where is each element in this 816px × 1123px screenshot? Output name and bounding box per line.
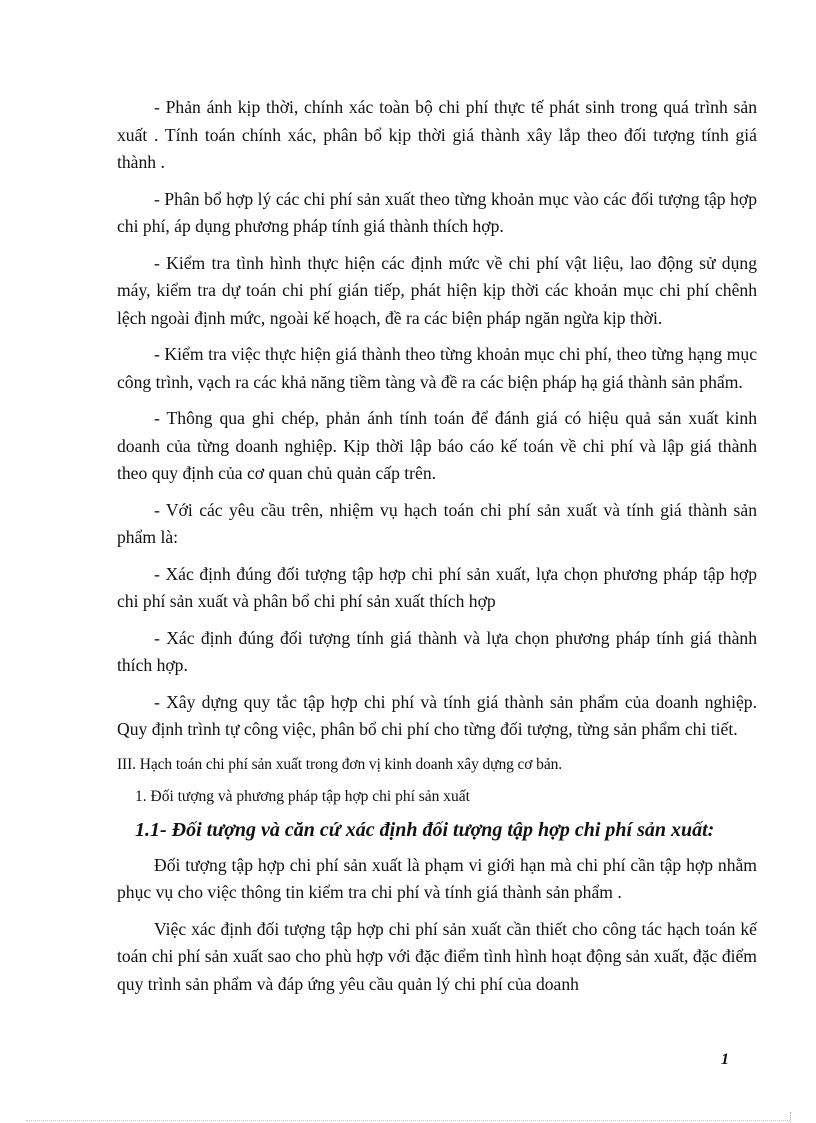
- subsection-heading: 1. Đối tượng và phương pháp tập hợp chi phí sản xuất: [135, 787, 470, 805]
- paragraph-record-reports: - Thông qua ghi chép, phản ánh tính toán để đánh giá có hiệu quả sản xuất kinh doanh của từng doanh nghiệp. Kịp thời lập báo cáo kế toán về chi phí và lập giá thành theo quy định của cơ quan chủ quản cấp trên.: [117, 408, 757, 483]
- paragraph-check-norms: - Kiểm tra tình hình thực hiện các định mức về chi phí vật liệu, lao động sử dụng máy, kiểm tra dự toán chi phí gián tiếp, phát hiện kịp thời các khoản mục chi phí chênh lệch ngoài định mức, ngoài kế hoạch, đề ra các biện pháp ngăn ngừa kịp thời.: [117, 252, 757, 328]
- paragraph-reflect-costs: - Phản ánh kịp thời, chính xác toàn bộ chi phí thực tế phát sinh trong quá trình sản xuất . Tính toán chính xác, phân bổ kịp thời giá thành xây lắp theo đối tượng tính giá thành .: [117, 97, 757, 172]
- paragraph-costing-objects: - Xác định đúng đối tượng tính giá thành và lựa chọn phương pháp tính giá thành thích hợp.: [117, 627, 757, 675]
- page-body: [117, 94, 757, 1007]
- paragraph-check-cost-price: - Kiểm tra việc thực hiện giá thành theo từng khoản mục chi phí, theo từng hạng mục công trình, vạch ra các khả năng tiềm tàng và đề ra các biện pháp hạ giá thành sản phẩm.: [117, 344, 757, 392]
- paragraph-object-determination: Việc xác định đối tượng tập hợp chi phí sản xuất cần thiết cho công tác hạch toán kế toán chi phí sản xuất sao cho phù hợp với đặc điểm tình hình hoạt động sản xuất, đặc điểm quy trình sản phẩm và đáp ứng yêu cầu quản lý chi phí của doanh: [117, 918, 757, 994]
- paragraph-object-definition: Đối tượng tập hợp chi phí sản xuất là phạm vi giới hạn mà chi phí cần tập hợp nhằm phục vụ cho việc thông tin kiểm tra chi phí và tính giá thành sản phẩm .: [117, 854, 757, 902]
- paragraph-allocate-costs: - Phân bổ hợp lý các chi phí sản xuất theo từng khoản mục vào các đối tượng tập hợp chi phí, áp dụng phương pháp tính giá thành thích hợp.: [117, 188, 757, 236]
- paragraph-build-rules: - Xây dựng quy tắc tập hợp chi phí và tính giá thành sản phẩm của doanh nghiệp. Quy định trình tự công việc, phân bổ chi phí cho từng đối tượng, từng sản phẩm chi tiết.: [117, 691, 757, 739]
- paragraph-determine-objects: - Xác định đúng đối tượng tập hợp chi phí sản xuất, lựa chọn phương pháp tập hợp chi phí sản xuất và phân bổ chi phí sản xuất thích hợp: [117, 563, 757, 611]
- subsubsection-heading: 1.1- Đối tượng và căn cứ xác định đối tượng tập hợp chi phí sản xuất:: [135, 818, 715, 841]
- section-heading: III. Hạch toán chi phí sản xuất trong đơn vị kinh doanh xây dựng cơ bản.: [117, 755, 563, 773]
- paragraph-requirements-intro: - Với các yêu cầu trên, nhiệm vụ hạch toán chi phí sản xuất và tính giá thành sản phẩm là:: [117, 499, 757, 547]
- page-corner-mark: [790, 1112, 801, 1122]
- page-bottom-border: [26, 1120, 790, 1121]
- page-number: 1: [721, 1051, 729, 1068]
